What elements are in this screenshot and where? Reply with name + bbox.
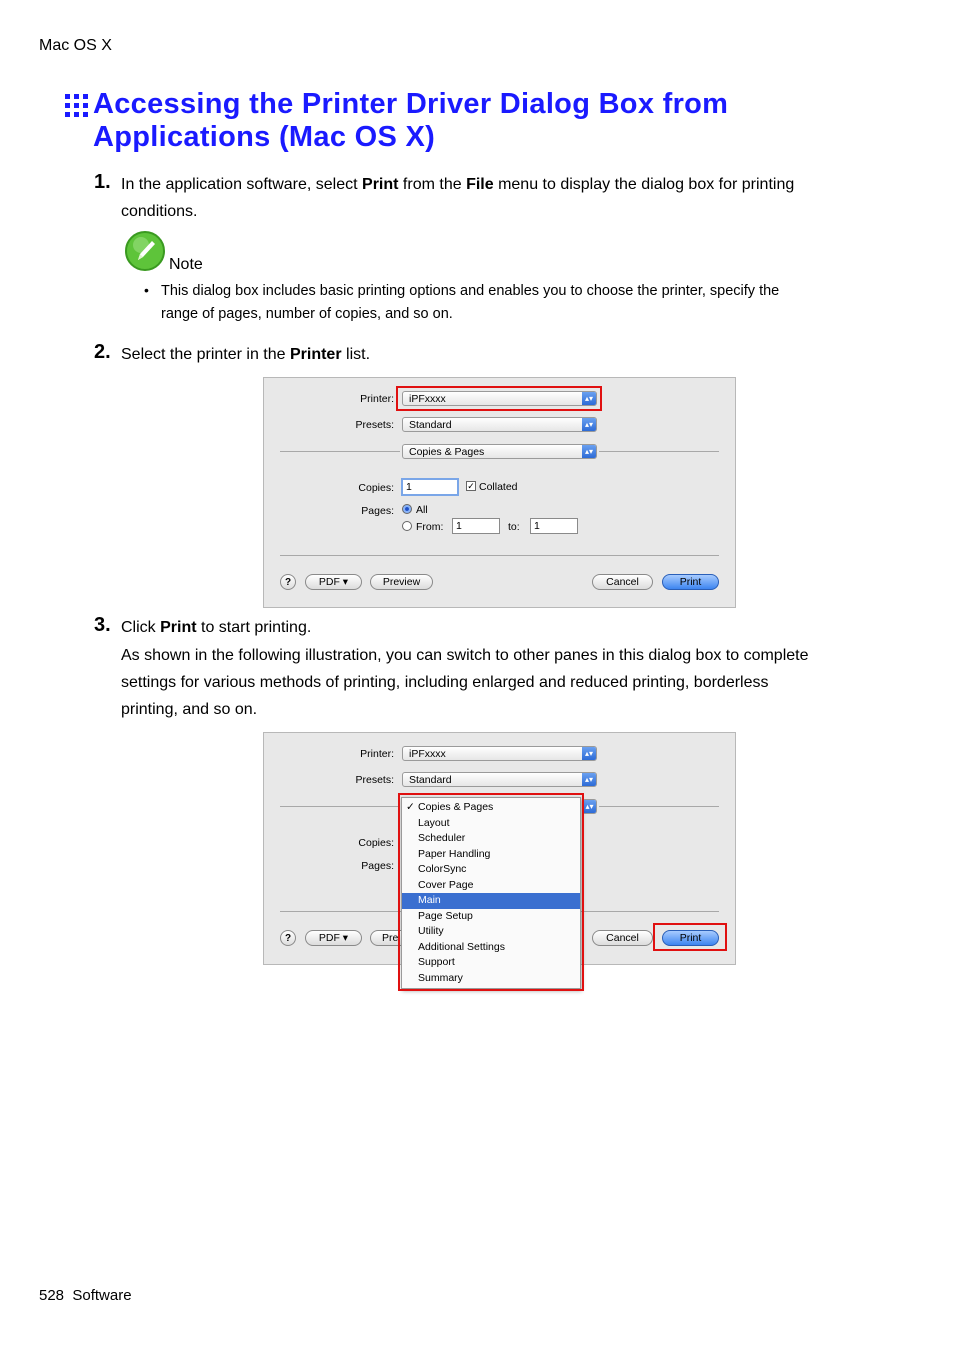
note-label: Note [169,256,203,273]
step-2-text-b: list. [341,346,371,363]
printer-popup-value: iPFxxxx [409,393,446,405]
from-input[interactable]: 1 [452,518,500,534]
collated-checkbox[interactable]: ✓ [467,481,475,491]
step-1-text [121,171,901,225]
step-3-para-line1: As shown in the following illustration, you can switch to other panes in this dialog box to complete [121,647,809,664]
menu-item-label: Copies & Pages [418,801,494,813]
menu-item-cover-page[interactable]: Cover Page [418,878,474,891]
step-3-text [121,614,311,641]
running-header: Mac OS X [39,37,112,54]
menu-item-page-setup[interactable]: Page Setup [418,909,473,922]
step-3-bold-print: Print [160,619,197,636]
popup-arrows-icon: ▴▾ [582,392,596,405]
cancel-button[interactable]: Cancel [592,574,653,590]
collated-label: Collated [479,481,518,493]
cancel-button[interactable]: Cancel [592,930,653,946]
menu-item-utility[interactable]: Utility [418,925,444,937]
step-3-paragraph [121,642,911,723]
separator [599,806,719,807]
separator [599,451,719,452]
pane-popup-value: Copies & Pages [409,446,485,458]
note-text-line1: This dialog box includes basic printing options and enables you to choose the printer, specify the [161,283,780,299]
popup-arrows-icon: ▴▾ [582,445,596,458]
popup-arrows-icon: ▴▾ [582,418,596,431]
note-text-line2: range of pages, number of copies, and so on. [161,306,453,322]
pages-from-radio[interactable] [402,521,412,531]
step-3-para-line3: printing, and so on. [121,701,258,718]
pencil-note-icon [124,230,166,272]
menu-item-main[interactable]: Main [402,893,580,909]
help-button[interactable]: ? [280,574,296,590]
highlight-pane-menu [398,793,584,991]
menu-item-paper-handling[interactable]: Paper Handling [418,847,491,860]
step-2-number: 2. [94,341,111,363]
footer-section: Software [72,1287,132,1304]
page-footer [39,1287,132,1304]
pages-label: Pages: [361,505,394,517]
print-button[interactable]: Print [662,930,719,946]
step-2-bold-printer: Printer [289,346,342,363]
copies-input[interactable]: 1 [401,478,459,496]
step-1-number: 1. [94,171,111,193]
page-number: 528 [39,1287,65,1304]
help-button[interactable]: ? [280,930,296,946]
step-3-text-b: to start printing. [196,619,312,636]
step-2-text-a: Select the printer in the [121,346,290,363]
separator [280,806,400,807]
step-1-bold-print: Print [362,176,399,193]
note-text [161,280,861,326]
popup-arrows-icon: ▴▾ [582,747,596,760]
separator [280,451,400,452]
step-1-text-c: menu to display the dialog box for printing [493,176,795,193]
highlight-print [653,923,727,951]
pdf-button[interactable]: PDF ▾ [305,930,362,946]
presets-popup-value: Standard [409,419,452,431]
pane-popup-arrow[interactable] [582,799,597,814]
menu-item-layout[interactable]: Layout [418,816,450,829]
presets-label: Presets: [355,774,394,786]
all-label: All [416,504,428,516]
printer-label: Printer: [360,748,394,760]
step-3-text-a: Click [121,619,161,636]
to-input[interactable]: 1 [530,518,578,534]
preview-button[interactable]: Preview [370,574,433,590]
pdf-button[interactable]: PDF ▾ [305,574,362,590]
presets-popup[interactable] [402,772,597,787]
printer-popup[interactable] [402,746,597,761]
step-1-text-a: In the application software, select [121,176,363,193]
step-1-text-b: from the [398,176,467,193]
presets-popup[interactable] [402,417,597,432]
pages-label: Pages: [361,860,394,872]
presets-popup-value: Standard [409,774,452,786]
printer-label: Printer: [360,393,394,405]
menu-item-summary[interactable]: Summary [418,971,463,984]
menu-item-additional-settings[interactable]: Additional Settings [418,940,505,953]
menu-item-support[interactable]: Support [418,956,455,968]
highlight-printer [396,386,602,411]
pane-popup[interactable] [402,444,597,459]
printer-popup-value: iPFxxxx [409,748,446,760]
presets-label: Presets: [355,419,394,431]
popup-arrows-icon: ▴▾ [582,773,596,786]
grid-icon [65,94,88,117]
copies-label: Copies: [358,837,394,849]
step-3-para-line2: settings for various methods of printing, including enlarged and reduced printing, borderless [121,674,769,691]
pages-all-radio[interactable] [402,504,412,514]
step-2-text [121,341,370,368]
page-title: Accessing the Printer Driver Dialog Box from Applications (Mac OS X) [93,88,729,153]
preview-button[interactable]: Pre [370,930,410,946]
popup-arrows-icon: ▴▾ [583,800,596,813]
step-3-number: 3. [94,614,111,636]
to-label: to: [508,521,520,533]
separator [280,555,719,556]
note-bullet: • [144,282,149,298]
print-button[interactable]: Print [662,574,719,590]
step-1-text-d: conditions. [121,203,198,220]
checkmark-icon: ✓ [406,801,415,813]
menu-item-colorsync[interactable]: ColorSync [418,863,467,875]
from-label: From: [416,521,444,533]
copies-label: Copies: [358,482,394,494]
step-1-bold-file: File [466,176,494,193]
menu-item-scheduler[interactable]: Scheduler [418,832,466,844]
